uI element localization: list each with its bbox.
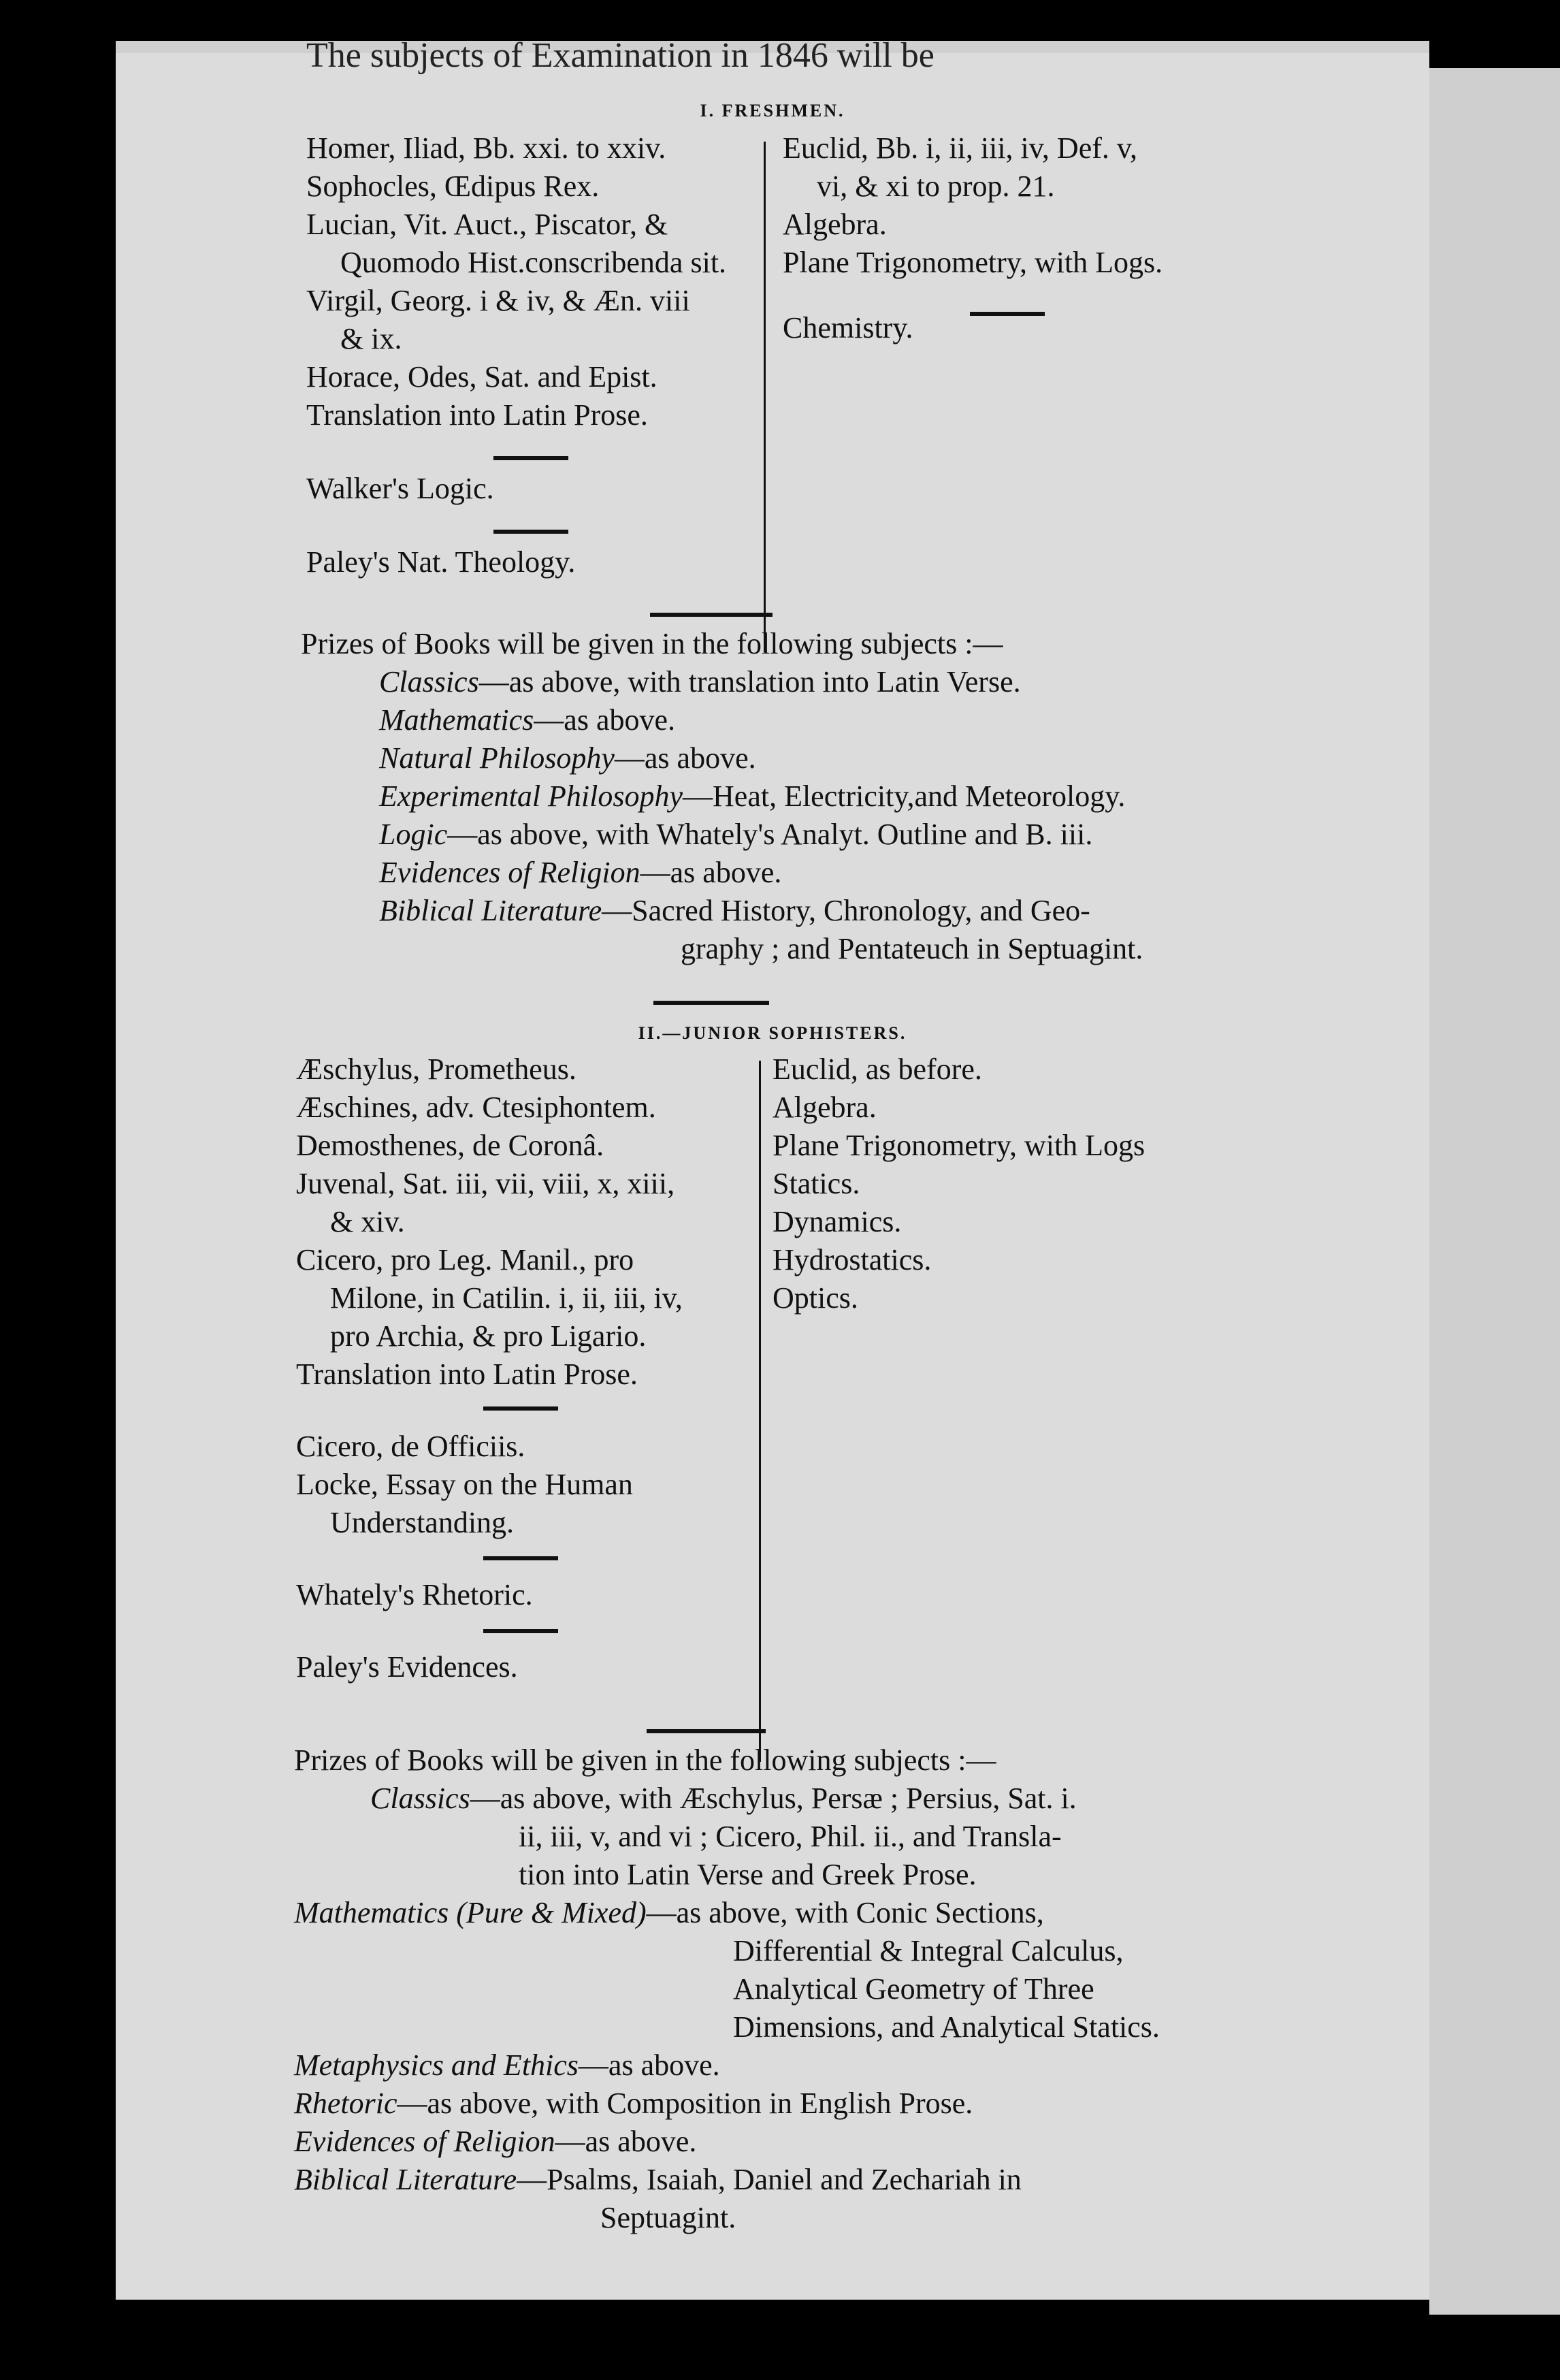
text-line: Æschylus, Prometheus.	[296, 1052, 576, 1086]
text-line: Cicero, de Officiis.	[296, 1430, 525, 1463]
prizes-intro: Prizes of Books will be given in the following subjects :—	[301, 627, 1003, 660]
prize-item: Mathematics (Pure & Mixed)—as above, with Conic Sections,	[294, 1896, 1044, 1929]
cut-off-header-line: The subjects of Examination in 1846 will be	[306, 36, 935, 75]
prize-subject: Evidences of Religion	[379, 856, 640, 889]
prize-continuation: Analytical Geometry of Three	[733, 1972, 1094, 2006]
prize-continuation: Differential & Integral Calculus,	[733, 1934, 1124, 1967]
prize-subject: Logic	[379, 818, 448, 851]
prize-subject: Metaphysics and Ethics	[294, 2048, 579, 2082]
text-line: Optics.	[773, 1281, 858, 1315]
text-line: Translation into Latin Prose.	[296, 1357, 638, 1391]
prize-item: Classics—as above, with translation into Latin Verse.	[379, 665, 1021, 698]
prize-item: Natural Philosophy—as above.	[379, 741, 756, 775]
divider-rule	[493, 456, 568, 460]
text-line: Sophocles, Œdipus Rex.	[306, 170, 600, 203]
prize-subject: Mathematics (Pure & Mixed)	[294, 1896, 647, 1929]
text-line: Whately's Rhetoric.	[296, 1578, 533, 1611]
prize-subject: Experimental Philosophy	[379, 779, 683, 813]
prize-item: Biblical Literature—Sacred History, Chronology, and Geo-	[379, 894, 1090, 927]
divider-rule	[483, 1406, 558, 1411]
text-line: & ix.	[340, 322, 402, 355]
column-divider	[764, 142, 766, 652]
text-line: Homer, Iliad, Bb. xxi. to xxiv.	[306, 131, 666, 165]
freshmen-heading: I. FRESHMEN.	[700, 101, 845, 120]
prize-subject: Classics	[370, 1782, 470, 1815]
text-line: Hydrostatics.	[773, 1243, 932, 1276]
prize-subject: Evidences of Religion	[294, 2125, 555, 2158]
junior-right-column	[773, 1050, 1371, 1317]
prize-subject: Biblical Literature	[294, 2163, 517, 2196]
text-line: Chemistry.	[783, 311, 913, 344]
text-line: Walker's Logic.	[306, 472, 494, 505]
text-line: Euclid, as before.	[773, 1052, 982, 1086]
page-right-edge	[1429, 68, 1560, 2315]
prize-subject: Biblical Literature	[379, 894, 602, 927]
prize-subject: Rhetoric	[294, 2087, 397, 2120]
text-line: Æschines, adv. Ctesiphontem.	[296, 1091, 656, 1124]
text-line: Understanding.	[330, 1506, 515, 1539]
prize-subject: Natural Philosophy	[379, 741, 615, 775]
column-divider	[759, 1061, 761, 1762]
divider-rule	[493, 530, 568, 534]
text-line: Lucian, Vit. Auct., Piscator, &	[306, 208, 668, 241]
prize-continuation: Septuagint.	[600, 2201, 736, 2234]
prize-continuation: Dimensions, and Analytical Statics.	[733, 2010, 1160, 2044]
text-line: Plane Trigonometry, with Logs.	[783, 246, 1163, 279]
divider-rule	[483, 1556, 558, 1560]
text-line: Horace, Odes, Sat. and Epist.	[306, 360, 657, 393]
junior-prizes	[294, 1741, 1424, 2237]
text-line: & xiv.	[330, 1205, 405, 1238]
prize-item: Experimental Philosophy—Heat, Electricity,and Meteorology.	[379, 779, 1126, 813]
prize-continuation: graphy ; and Pentateuch in Septuagint.	[681, 932, 1143, 965]
text-line: Virgil, Georg. i & iv, & Æn. viii	[306, 284, 690, 317]
prize-continuation: tion into Latin Verse and Greek Prose.	[519, 1858, 977, 1891]
prize-item: Metaphysics and Ethics—as above.	[294, 2048, 720, 2082]
prize-item: Classics—as above, with Æschylus, Persæ ; Persius, Sat. i.	[370, 1782, 1077, 1815]
section-rule	[650, 613, 773, 617]
text-line: Algebra.	[783, 208, 887, 241]
prize-item: Rhetoric—as above, with Composition in English Prose.	[294, 2087, 973, 2120]
prize-item: Mathematics—as above.	[379, 703, 676, 737]
text-line: Quomodo Hist.conscribenda sit.	[340, 246, 727, 279]
text-line: pro Archia, & pro Ligario.	[330, 1319, 647, 1353]
text-line: Euclid, Bb. i, ii, iii, iv, Def. v,	[783, 131, 1138, 165]
text-line: Algebra.	[773, 1091, 877, 1124]
prize-item: Evidences of Religion—as above.	[379, 856, 782, 889]
text-line: Juvenal, Sat. iii, vii, viii, x, xiii,	[296, 1167, 675, 1200]
text-line: Paley's Nat. Theology.	[306, 545, 576, 579]
prize-item: Evidences of Religion—as above.	[294, 2125, 697, 2158]
text-line: Statics.	[773, 1167, 860, 1200]
prize-item: Biblical Literature—Psalms, Isaiah, Daniel and Zechariah in	[294, 2163, 1022, 2196]
prize-subject: Classics	[379, 665, 479, 698]
text-line: Demosthenes, de Coronâ.	[296, 1129, 604, 1162]
text-line: Translation into Latin Prose.	[306, 398, 648, 432]
prize-subject: Mathematics	[379, 703, 534, 737]
section-rule	[647, 1729, 766, 1733]
divider-rule	[483, 1629, 558, 1633]
text-line: Plane Trigonometry, with Logs	[773, 1129, 1145, 1162]
section-rule	[653, 1001, 769, 1005]
prizes-intro: Prizes of Books will be given in the following subjects :—	[294, 1743, 996, 1777]
text-line: Dynamics.	[773, 1205, 902, 1238]
prize-item: Logic—as above, with Whately's Analyt. Outline and B. iii.	[379, 818, 1093, 851]
text-line: Milone, in Catilin. i, ii, iii, iv,	[330, 1281, 683, 1315]
divider-rule	[970, 312, 1045, 316]
freshmen-right-column	[783, 129, 1375, 347]
freshmen-prizes	[301, 625, 1424, 968]
text-line: Paley's Evidences.	[296, 1650, 518, 1684]
junior-sophisters-heading: II.—JUNIOR SOPHISTERS.	[638, 1023, 907, 1043]
text-line: Cicero, pro Leg. Manil., pro	[296, 1243, 634, 1276]
text-line: Locke, Essay on the Human	[296, 1468, 633, 1501]
text-line: vi, & xi to prop. 21.	[817, 170, 1055, 203]
document-page	[116, 36, 1429, 2300]
prize-continuation: ii, iii, v, and vi ; Cicero, Phil. ii., and Transla-	[519, 1820, 1062, 1853]
